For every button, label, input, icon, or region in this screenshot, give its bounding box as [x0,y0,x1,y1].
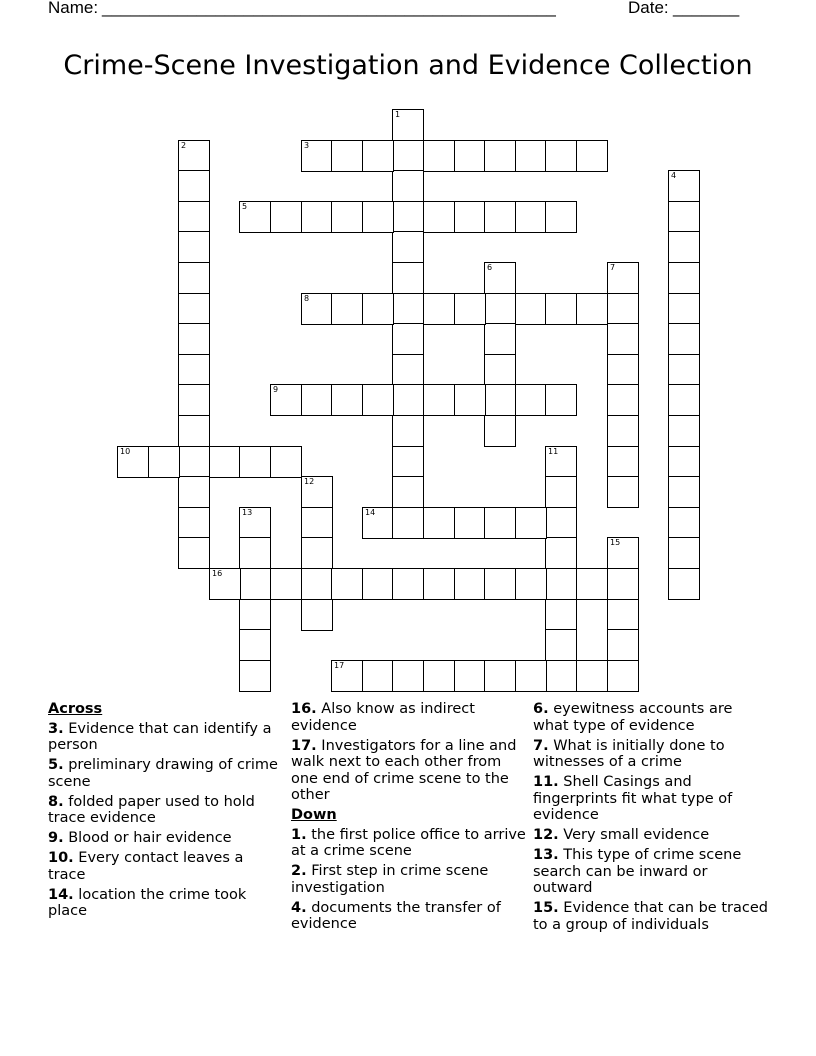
grid-cell[interactable] [423,140,455,172]
cell-clue-number: 12 [304,477,315,486]
grid-cell[interactable] [545,599,577,631]
clues-column-1 [48,701,284,923]
grid-cell[interactable] [484,140,516,172]
grid-cell[interactable] [301,537,333,569]
grid-cell[interactable] [668,201,700,233]
clue-number: 4. [291,899,307,916]
clue-text: Every contact leaves a trace [48,850,244,883]
grid-cell[interactable] [484,568,516,600]
clue-text: the first police office to arrive at a crime scene [291,826,526,859]
grid-cell[interactable] [178,384,210,416]
clue-across-5 [48,757,284,790]
grid-cell[interactable] [545,629,577,661]
grid-cell[interactable] [239,599,271,631]
grid-cell[interactable] [576,568,608,600]
grid-cell[interactable] [178,170,210,202]
grid-cell[interactable] [178,293,210,325]
grid-cell[interactable] [484,415,516,447]
cell-clue-number: 2 [181,141,187,150]
grid-cell[interactable] [545,660,577,692]
grid-cell[interactable] [607,629,639,661]
clue-text: First step in crime scene investigation [291,863,489,896]
clue-across-9 [48,830,284,847]
grid-cell[interactable] [209,446,241,478]
clue-down-2 [291,863,527,896]
grid-cell[interactable] [239,201,271,233]
grid-cell[interactable] [668,568,700,600]
grid-cell[interactable] [392,109,424,141]
grid-cell[interactable] [301,293,333,325]
grid-cell[interactable] [362,507,394,539]
clue-across-14 [48,887,284,920]
grid-cell[interactable] [607,293,639,325]
cell-clue-number: 11 [548,447,559,456]
grid-cell[interactable] [392,568,424,600]
grid-cell[interactable] [270,568,302,600]
grid-cell[interactable] [454,507,486,539]
clue-number: 15. [533,900,559,916]
grid-cell[interactable] [545,446,577,478]
clue-down-1 [291,827,527,860]
clue-text: preliminary drawing of crime scene [48,757,278,790]
grid-cell[interactable] [117,446,149,478]
grid-cell[interactable] [607,262,639,294]
clue-down-6 [533,701,769,734]
grid-cell[interactable] [239,446,271,478]
clue-down-12 [533,827,769,844]
cell-clue-number: 6 [487,263,493,272]
grid-cell[interactable] [668,293,700,325]
grid-cell[interactable] [545,568,577,600]
grid-cell[interactable] [392,231,424,263]
grid-cell[interactable] [423,507,455,539]
grid-cell[interactable] [178,415,210,447]
grid-cell[interactable] [301,599,333,631]
puzzle-title: Crime-Scene Investigation and Evidence Collection [63,50,753,81]
grid-cell[interactable] [178,231,210,263]
grid-cell[interactable] [178,323,210,355]
grid-cell[interactable] [362,384,394,416]
clue-down-11 [533,774,769,824]
grid-cell[interactable] [515,568,547,600]
grid-cell[interactable] [239,507,271,539]
cell-clue-number: 16 [212,569,223,578]
grid-cell[interactable] [515,507,547,539]
cell-clue-number: 14 [365,508,376,517]
cell-clue-number: 8 [304,294,310,303]
grid-cell[interactable] [515,384,547,416]
grid-cell[interactable] [331,140,363,172]
grid-cell[interactable] [392,476,424,508]
grid-cell[interactable] [454,140,486,172]
clue-text: Evidence that can be traced to a group of individuals [533,900,768,933]
grid-cell[interactable] [301,507,333,539]
clue-number: 2. [291,863,307,879]
grid-cell[interactable] [607,323,639,355]
grid-cell[interactable] [362,140,394,172]
grid-cell[interactable] [423,384,455,416]
cell-clue-number: 10 [120,447,131,456]
grid-cell[interactable] [484,293,516,325]
grid-cell[interactable] [668,170,700,202]
clue-down-4 [291,900,527,933]
clue-across-8 [48,794,284,827]
grid-cell[interactable] [239,660,271,692]
grid-cell[interactable] [454,660,486,692]
clue-down-15 [533,900,769,933]
grid-cell[interactable] [301,476,333,508]
grid-cell[interactable] [331,201,363,233]
grid-cell[interactable] [484,201,516,233]
cell-clue-number: 15 [610,538,621,547]
clue-number: 5. [48,757,64,773]
grid-cell[interactable] [668,446,700,478]
grid-cell[interactable] [270,384,302,416]
grid-cell[interactable] [392,415,424,447]
grid-cell[interactable] [392,354,424,386]
grid-cell[interactable] [392,446,424,478]
grid-cell[interactable] [454,568,486,600]
clue-text: folded paper used to hold trace evidence [48,793,255,826]
grid-cell[interactable] [484,323,516,355]
cell-clue-number: 7 [610,263,616,272]
name-label: Name: [48,0,99,17]
grid-cell[interactable] [545,384,577,416]
grid-cell[interactable] [515,293,547,325]
grid-cell[interactable] [484,507,516,539]
grid-cell[interactable] [239,629,271,661]
cell-clue-number: 4 [671,171,677,180]
grid-cell[interactable] [362,201,394,233]
grid-cell[interactable] [607,476,639,508]
grid-cell[interactable] [392,660,424,692]
clue-number: 9. [48,830,64,846]
grid-cell[interactable] [301,201,333,233]
clue-number: 10. [48,850,74,866]
grid-cell[interactable] [607,446,639,478]
grid-cell[interactable] [392,507,424,539]
grid-cell[interactable] [362,660,394,692]
grid-cell[interactable] [576,660,608,692]
cell-clue-number: 17 [334,661,345,670]
grid-cell[interactable] [362,293,394,325]
clue-number: 14. [48,886,74,903]
clue-text: documents the transfer of evidence [291,899,501,932]
grid-cell[interactable] [178,140,210,172]
grid-cell[interactable] [392,384,424,416]
grid-cell[interactable] [607,599,639,631]
grid-cell[interactable] [515,201,547,233]
grid-cell[interactable] [362,568,394,600]
grid-cell[interactable] [607,384,639,416]
name-field-line[interactable]: ________________________________________________ [102,0,556,17]
grid-cell[interactable] [668,476,700,508]
grid-cell[interactable] [392,201,424,233]
grid-cell[interactable] [545,507,577,539]
grid-cell[interactable] [178,446,210,478]
clue-number: 8. [48,793,64,810]
grid-cell[interactable] [454,384,486,416]
grid-cell[interactable] [454,293,486,325]
grid-cell[interactable] [392,140,424,172]
clue-text: What is initially done to witnesses of a crime [533,737,725,770]
grid-cell[interactable] [545,140,577,172]
clue-text: eyewitness accounts are what type of evidence [533,701,733,734]
grid-cell[interactable] [209,568,241,600]
clue-text: Investigators for a line and walk next to each other from one end of crime scene to the other [291,737,517,803]
down-heading: Down [291,807,337,823]
clue-number: 11. [533,774,559,790]
grid-cell[interactable] [545,537,577,569]
clue-number: 13. [533,847,559,863]
clue-text: Blood or hair evidence [68,830,232,846]
grid-cell[interactable] [178,201,210,233]
date-label: Date: [628,0,669,17]
grid-cell[interactable] [178,476,210,508]
clue-text: Evidence that can identify a person [48,720,272,753]
grid-cell[interactable] [515,140,547,172]
grid-cell[interactable] [607,354,639,386]
clue-number: 3. [48,720,64,737]
clue-number: 6. [533,701,549,717]
grid-cell[interactable] [392,293,424,325]
grid-cell[interactable] [331,293,363,325]
clue-across-16 [291,701,527,734]
grid-cell[interactable] [301,384,333,416]
clue-text: This type of crime scene search can be inward or outward [533,847,742,896]
grid-cell[interactable] [331,568,363,600]
clue-number: 17. [291,737,317,754]
clue-across-10 [48,850,284,883]
grid-cell[interactable] [423,201,455,233]
clue-across-17 [291,738,527,804]
grid-cell[interactable] [484,354,516,386]
grid-cell[interactable] [545,476,577,508]
date-field-line[interactable]: _______ [673,0,740,17]
grid-cell[interactable] [607,537,639,569]
grid-cell[interactable] [484,262,516,294]
clue-number: 1. [291,826,307,843]
grid-cell[interactable] [331,384,363,416]
grid-cell[interactable] [668,415,700,447]
cell-clue-number: 9 [273,385,279,394]
grid-cell[interactable] [178,537,210,569]
grid-cell[interactable] [301,140,333,172]
grid-cell[interactable] [239,537,271,569]
grid-cell[interactable] [301,568,333,600]
cell-clue-number: 5 [242,202,248,211]
grid-cell[interactable] [454,201,486,233]
grid-cell[interactable] [515,660,547,692]
grid-cell[interactable] [545,293,577,325]
grid-cell[interactable] [607,415,639,447]
grid-cell[interactable] [423,568,455,600]
clue-number: 12. [533,827,559,843]
grid-cell[interactable] [668,537,700,569]
across-heading: Across [48,701,103,717]
grid-cell[interactable] [178,354,210,386]
grid-cell[interactable] [392,323,424,355]
grid-cell[interactable] [270,201,302,233]
clue-text: Shell Casings and fingerprints fit what type of evidence [533,774,733,823]
grid-cell[interactable] [423,660,455,692]
grid-cell[interactable] [270,446,302,478]
clue-text: Very small evidence [563,827,710,843]
grid-cell[interactable] [576,293,608,325]
grid-cell[interactable] [668,323,700,355]
clue-number: 16. [291,701,317,717]
grid-cell[interactable] [484,384,516,416]
grid-cell[interactable] [668,231,700,263]
grid-cell[interactable] [576,140,608,172]
clue-down-13 [533,847,769,897]
grid-cell[interactable] [392,262,424,294]
grid-cell[interactable] [607,568,639,600]
grid-cell[interactable] [668,384,700,416]
clue-text: location the crime took place [48,886,247,919]
grid-cell[interactable] [668,262,700,294]
grid-cell[interactable] [423,293,455,325]
clue-number: 7. [533,737,549,754]
clues-column-2 [291,701,527,936]
grid-cell[interactable] [331,660,363,692]
grid-cell[interactable] [148,446,180,478]
grid-cell[interactable] [178,262,210,294]
grid-cell[interactable] [239,568,271,600]
grid-cell[interactable] [668,507,700,539]
clues-column-3 [533,701,769,937]
cell-clue-number: 1 [395,110,401,119]
cell-clue-number: 13 [242,508,253,517]
grid-cell[interactable] [545,201,577,233]
clue-text: Also know as indirect evidence [291,701,475,734]
grid-cell[interactable] [392,170,424,202]
clue-down-7 [533,738,769,771]
grid-cell[interactable] [178,507,210,539]
grid-cell[interactable] [607,660,639,692]
grid-cell[interactable] [484,660,516,692]
cell-clue-number: 3 [304,141,310,150]
grid-cell[interactable] [668,354,700,386]
clue-across-3 [48,721,284,754]
